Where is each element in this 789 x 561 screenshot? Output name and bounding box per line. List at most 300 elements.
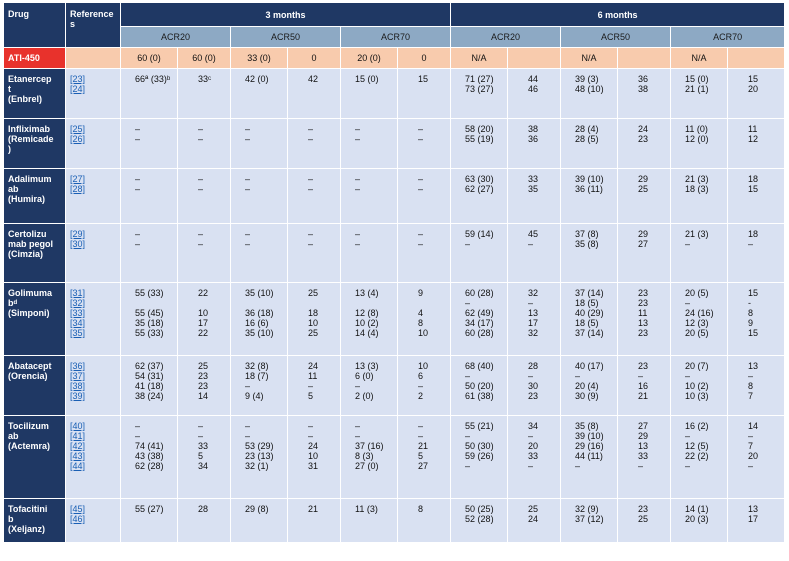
value-cell bbox=[561, 119, 618, 169]
cell-value: – bbox=[528, 371, 534, 381]
value-cell bbox=[341, 119, 398, 169]
cell-value: – bbox=[528, 298, 534, 308]
cell-value: – bbox=[355, 134, 361, 144]
cell-value: – bbox=[355, 421, 361, 431]
cell-value: 50 (30) bbox=[465, 441, 494, 451]
value-cell bbox=[288, 224, 341, 283]
reference-link[interactable]: [41] bbox=[70, 431, 86, 441]
cell-value: 37 (14) bbox=[575, 288, 604, 298]
drug-row bbox=[4, 416, 785, 499]
value-cell bbox=[618, 499, 671, 543]
cell-value: 15 bbox=[748, 184, 759, 194]
cell-value: 35 (8) bbox=[575, 421, 599, 431]
value-cell bbox=[671, 499, 728, 543]
cell-value bbox=[355, 298, 397, 308]
cell-value: – bbox=[748, 431, 754, 441]
value-cell bbox=[288, 283, 341, 356]
cell-value: 35 (10) bbox=[245, 288, 274, 298]
cell-value: 9 bbox=[418, 288, 424, 298]
cell-value: – bbox=[245, 134, 251, 144]
cell-value: 23 (13) bbox=[245, 451, 274, 461]
value-cell bbox=[121, 69, 178, 119]
cell-value: 18 (3) bbox=[685, 184, 709, 194]
cell-value: – bbox=[748, 239, 754, 249]
reference-link[interactable]: [36] bbox=[70, 361, 86, 371]
reference-link[interactable]: [39] bbox=[70, 391, 86, 401]
cell-value: – bbox=[465, 239, 471, 249]
cell-value: 37 (8) bbox=[575, 229, 599, 239]
cell-value: 4 bbox=[418, 308, 424, 318]
value-cell bbox=[728, 119, 785, 169]
cell-value: 32 (8) bbox=[245, 361, 269, 371]
value-cell bbox=[508, 224, 561, 283]
cell-value: 9 (4) bbox=[245, 391, 264, 401]
cell-value: – bbox=[308, 184, 314, 194]
reference-link[interactable]: [44] bbox=[70, 461, 86, 471]
cell-value: – bbox=[308, 421, 314, 431]
cell-value: – bbox=[355, 229, 361, 239]
value-cell bbox=[728, 69, 785, 119]
drug-row bbox=[4, 356, 785, 416]
cell-value: 12 (5) bbox=[685, 441, 709, 451]
cell-value: 22 bbox=[198, 288, 209, 298]
cell-value: 25 bbox=[308, 328, 319, 338]
cell-value: 23 bbox=[638, 361, 649, 371]
cell-value: – bbox=[135, 239, 141, 249]
drug-row bbox=[4, 283, 785, 356]
cell-value: 34 (17) bbox=[465, 318, 494, 328]
cell-value: – bbox=[135, 229, 141, 239]
value-cell bbox=[288, 169, 341, 224]
cell-value: 23 bbox=[638, 298, 649, 308]
reference-link[interactable]: [23] bbox=[70, 74, 86, 84]
value-cell bbox=[288, 356, 341, 416]
cell-value: - bbox=[748, 298, 752, 308]
value-cell bbox=[451, 499, 508, 543]
cell-value: 33 bbox=[638, 451, 649, 461]
cell-value: 35 (8) bbox=[575, 239, 599, 249]
value-cell bbox=[121, 356, 178, 416]
value-cell bbox=[231, 224, 288, 283]
cell-value: 17 bbox=[198, 318, 209, 328]
cell-value: 11 bbox=[748, 124, 758, 134]
cell-value: 42 bbox=[308, 74, 319, 84]
cell-value: – bbox=[308, 381, 314, 391]
cell-value: 46 bbox=[528, 84, 539, 94]
cell-value: 10 (2) bbox=[685, 381, 709, 391]
cell-value: 23 bbox=[638, 134, 649, 144]
reference-link[interactable]: [30] bbox=[70, 239, 86, 249]
cell-value: – bbox=[528, 431, 534, 441]
acr70-3m-header: ACR70 bbox=[341, 27, 451, 48]
cell-value: 45 bbox=[528, 229, 539, 239]
cell-value: 23 bbox=[198, 381, 209, 391]
cell-value: 20 (4) bbox=[575, 381, 599, 391]
cell-value: 20 bbox=[748, 84, 759, 94]
value-cell bbox=[398, 69, 451, 119]
cell-value: 6 (0) bbox=[355, 371, 374, 381]
cell-value: – bbox=[575, 371, 581, 381]
reference-link[interactable]: [32] bbox=[70, 298, 86, 308]
cell-value: 6 bbox=[418, 371, 424, 381]
acr20-3m-header: ACR20 bbox=[121, 27, 231, 48]
reference-link[interactable]: [40] bbox=[70, 421, 86, 431]
cell-value: 7 bbox=[748, 441, 754, 451]
value-cell bbox=[728, 224, 785, 283]
cell-value: 20 (3) bbox=[685, 514, 709, 524]
cell-value: 32 (1) bbox=[245, 461, 269, 471]
value-cell bbox=[398, 169, 451, 224]
cell-value: 12 bbox=[748, 134, 759, 144]
value-cell bbox=[728, 169, 785, 224]
cell-value: – bbox=[308, 134, 314, 144]
cell-value: 24 (16) bbox=[685, 308, 714, 318]
cell-value: 55 (21) bbox=[465, 421, 494, 431]
ati-cell: 33 (0) bbox=[231, 48, 288, 69]
cell-value: – bbox=[135, 174, 141, 184]
reference-link[interactable]: [45] bbox=[70, 504, 86, 514]
reference-link[interactable]: [37] bbox=[70, 371, 86, 381]
cell-value: 60 (28) bbox=[465, 328, 494, 338]
cell-value: – bbox=[245, 381, 251, 391]
value-cell bbox=[178, 224, 231, 283]
cell-value: 5 bbox=[418, 451, 424, 461]
cell-value: 36 (11) bbox=[575, 184, 603, 194]
value-cell bbox=[231, 169, 288, 224]
value-cell bbox=[561, 69, 618, 119]
cell-value: – bbox=[418, 174, 424, 184]
acr50-6m-header: ACR50 bbox=[561, 27, 671, 48]
cell-value: – bbox=[685, 461, 691, 471]
cell-value: 29 bbox=[638, 229, 649, 239]
value-cell bbox=[451, 416, 508, 499]
cell-value: 59 (14) bbox=[465, 229, 494, 239]
value-cell bbox=[231, 283, 288, 356]
drug-references bbox=[66, 169, 121, 224]
reference-link[interactable]: [25] bbox=[70, 124, 86, 134]
cell-value: 20 (5) bbox=[685, 288, 709, 298]
cell-value: 50 (25) bbox=[465, 504, 494, 514]
value-cell bbox=[178, 283, 231, 356]
reference-link[interactable]: [33] bbox=[70, 308, 86, 318]
value-cell bbox=[341, 224, 398, 283]
cell-value: 8 bbox=[748, 308, 754, 318]
cell-value: 18 (7) bbox=[245, 371, 269, 381]
cell-value: – bbox=[308, 239, 314, 249]
value-cell bbox=[341, 169, 398, 224]
cell-value: 71 (27) bbox=[465, 74, 494, 84]
cell-value: – bbox=[135, 431, 141, 441]
cell-value: 21 bbox=[638, 391, 649, 401]
cell-value: – bbox=[245, 229, 251, 239]
cell-value: 24 bbox=[308, 441, 319, 451]
cell-value: 16 (2) bbox=[685, 421, 709, 431]
drug-name: Tofacitini b (Xeljanz) bbox=[4, 499, 66, 543]
drug-row bbox=[4, 119, 785, 169]
cell-value: 2 bbox=[418, 391, 424, 401]
cell-value: 12 (3) bbox=[685, 318, 709, 328]
cell-value: 10 (3) bbox=[685, 391, 709, 401]
cell-value: 37 (16) bbox=[355, 441, 384, 451]
value-cell bbox=[728, 416, 785, 499]
cell-value: 25 bbox=[198, 361, 209, 371]
cell-value: – bbox=[418, 421, 424, 431]
cell-value: – bbox=[355, 239, 361, 249]
cell-value: 10 bbox=[308, 318, 319, 328]
reference-link[interactable]: [28] bbox=[70, 184, 86, 194]
value-cell bbox=[671, 416, 728, 499]
cell-value: 10 bbox=[418, 328, 429, 338]
cell-value: 53 (29) bbox=[245, 441, 274, 451]
cell-value: – bbox=[308, 229, 314, 239]
cell-value: – bbox=[575, 461, 581, 471]
cell-value: 39 (10) bbox=[575, 431, 604, 441]
reference-link[interactable]: [35] bbox=[70, 328, 86, 338]
value-cell bbox=[398, 283, 451, 356]
cell-value: 21 bbox=[418, 441, 429, 451]
cell-value bbox=[198, 298, 230, 308]
cell-value: 8 (3) bbox=[355, 451, 374, 461]
value-cell bbox=[398, 356, 451, 416]
value-cell bbox=[398, 224, 451, 283]
cell-value: 32 bbox=[528, 328, 539, 338]
drug-references bbox=[66, 283, 121, 356]
cell-value: 13 bbox=[748, 361, 759, 371]
cell-value: – bbox=[528, 461, 534, 471]
value-cell bbox=[178, 69, 231, 119]
cell-value: 21 bbox=[308, 504, 319, 514]
cell-value: – bbox=[638, 371, 644, 381]
value-cell bbox=[561, 416, 618, 499]
cell-value: – bbox=[308, 124, 314, 134]
acr50-3m-header: ACR50 bbox=[231, 27, 341, 48]
value-cell bbox=[451, 356, 508, 416]
value-cell bbox=[121, 416, 178, 499]
drug-name: Golimuma bᵈ (Simponi) bbox=[4, 283, 66, 356]
value-cell bbox=[231, 416, 288, 499]
cell-value: 8 bbox=[418, 504, 424, 514]
value-cell bbox=[618, 356, 671, 416]
cell-value: – bbox=[685, 239, 691, 249]
cell-value: 24 bbox=[308, 361, 319, 371]
value-cell bbox=[561, 224, 618, 283]
cell-value: 16 (6) bbox=[245, 318, 269, 328]
cell-value: 17 bbox=[748, 514, 759, 524]
drug-references bbox=[66, 224, 121, 283]
cell-value: 13 (3) bbox=[355, 361, 379, 371]
cell-value: – bbox=[355, 184, 361, 194]
cell-value: – bbox=[198, 124, 204, 134]
cell-value: 15 (0) bbox=[685, 74, 709, 84]
value-cell bbox=[451, 169, 508, 224]
period-6-months-header: 6 months bbox=[451, 3, 785, 27]
cell-value: 25 bbox=[308, 288, 319, 298]
value-cell bbox=[341, 499, 398, 543]
cell-value bbox=[308, 298, 340, 308]
value-cell bbox=[121, 119, 178, 169]
value-cell bbox=[508, 69, 561, 119]
cell-value: 42 (0) bbox=[245, 74, 269, 84]
cell-value: 62 (49) bbox=[465, 308, 494, 318]
cell-value: 5 bbox=[308, 391, 314, 401]
value-cell bbox=[451, 119, 508, 169]
value-cell bbox=[728, 356, 785, 416]
cell-value: 17 bbox=[528, 318, 539, 328]
cell-value: 23 bbox=[638, 328, 649, 338]
value-cell bbox=[231, 119, 288, 169]
references-header: Reference s bbox=[66, 3, 121, 48]
value-cell bbox=[671, 224, 728, 283]
cell-value: 8 bbox=[418, 318, 424, 328]
cell-value: 5 bbox=[198, 451, 204, 461]
cell-value: 12 (8) bbox=[355, 308, 379, 318]
value-cell bbox=[178, 169, 231, 224]
cell-value: – bbox=[245, 174, 251, 184]
cell-value: – bbox=[685, 298, 691, 308]
cell-value: 20 bbox=[528, 441, 539, 451]
value-cell bbox=[671, 356, 728, 416]
value-cell bbox=[398, 416, 451, 499]
reference-link[interactable]: [24] bbox=[70, 84, 86, 94]
cell-value: 11 bbox=[638, 308, 648, 318]
drug-name: Certolizu mab pegol (Cimzia) bbox=[4, 224, 66, 283]
acr20-6m-header: ACR20 bbox=[451, 27, 561, 48]
cell-value: 30 bbox=[528, 381, 539, 391]
cell-value: – bbox=[465, 461, 471, 471]
value-cell bbox=[671, 119, 728, 169]
ati-450-row bbox=[4, 48, 785, 69]
cell-value: 28 (5) bbox=[575, 134, 599, 144]
cell-value: 48 (10) bbox=[575, 84, 604, 94]
reference-link[interactable]: [38] bbox=[70, 381, 86, 391]
cell-value: – bbox=[245, 124, 251, 134]
cell-value: 36 bbox=[638, 74, 649, 84]
cell-value: 13 bbox=[638, 318, 649, 328]
value-cell bbox=[508, 499, 561, 543]
cell-value: 62 (28) bbox=[135, 461, 164, 471]
value-cell bbox=[178, 119, 231, 169]
cell-value: 20 (7) bbox=[685, 361, 709, 371]
cell-value: – bbox=[245, 239, 251, 249]
cell-value: 33ᶜ bbox=[198, 74, 212, 84]
cell-value: 32 (9) bbox=[575, 504, 599, 514]
cell-value: 55 (33) bbox=[135, 328, 164, 338]
reference-link[interactable]: [27] bbox=[70, 174, 86, 184]
cell-value: 59 (26) bbox=[465, 451, 494, 461]
cell-value: 38 bbox=[638, 84, 649, 94]
cell-value: 11 (0) bbox=[685, 124, 708, 134]
ati-cell bbox=[728, 48, 785, 69]
cell-value: 18 bbox=[748, 229, 759, 239]
cell-value: 41 (18) bbox=[135, 381, 164, 391]
reference-link[interactable]: [42] bbox=[70, 441, 86, 451]
cell-value: 35 bbox=[528, 184, 539, 194]
ati-cell: 0 bbox=[288, 48, 341, 69]
cell-value: – bbox=[198, 134, 204, 144]
cell-value: – bbox=[198, 184, 204, 194]
cell-value: 66ª (33)ᵇ bbox=[135, 74, 171, 84]
value-cell bbox=[618, 69, 671, 119]
cell-value: 22 bbox=[198, 328, 209, 338]
cell-value: 8 bbox=[748, 381, 754, 391]
cell-value: – bbox=[355, 174, 361, 184]
cell-value: 55 (27) bbox=[135, 504, 164, 514]
reference-link[interactable]: [46] bbox=[70, 514, 86, 524]
cell-value: 13 bbox=[638, 441, 649, 451]
reference-link[interactable]: [34] bbox=[70, 318, 86, 328]
cell-value: 16 bbox=[638, 381, 649, 391]
drug-name: Tocilizum ab (Actemra) bbox=[4, 416, 66, 499]
value-cell bbox=[121, 283, 178, 356]
value-cell bbox=[178, 356, 231, 416]
cell-value: 21 (3) bbox=[685, 229, 709, 239]
cell-value: – bbox=[245, 431, 251, 441]
cell-value: 23 bbox=[528, 391, 539, 401]
ati-cell: N/A bbox=[671, 48, 728, 69]
acr-response-table bbox=[3, 2, 785, 543]
reference-link[interactable]: [29] bbox=[70, 229, 86, 239]
ati-cell: 20 (0) bbox=[341, 48, 398, 69]
value-cell bbox=[671, 169, 728, 224]
cell-value: 60 (28) bbox=[465, 288, 494, 298]
cell-value: 55 (19) bbox=[465, 134, 494, 144]
cell-value: 28 bbox=[528, 361, 539, 371]
cell-value: 27 bbox=[638, 239, 649, 249]
cell-value: 68 (40) bbox=[465, 361, 494, 371]
cell-value: – bbox=[748, 371, 754, 381]
value-cell bbox=[121, 169, 178, 224]
drug-header: Drug bbox=[4, 3, 66, 48]
cell-value: 25 bbox=[528, 504, 539, 514]
cell-value: 13 bbox=[748, 504, 759, 514]
value-cell bbox=[231, 499, 288, 543]
cell-value: 63 (30) bbox=[465, 174, 494, 184]
cell-value: 54 (31) bbox=[135, 371, 164, 381]
cell-value: 13 bbox=[528, 308, 539, 318]
cell-value: – bbox=[198, 174, 204, 184]
value-cell bbox=[561, 499, 618, 543]
cell-value bbox=[418, 298, 450, 308]
drug-references bbox=[66, 119, 121, 169]
value-cell bbox=[728, 499, 785, 543]
cell-value: 61 (38) bbox=[465, 391, 494, 401]
cell-value: 34 bbox=[198, 461, 209, 471]
reference-link[interactable]: [26] bbox=[70, 134, 86, 144]
cell-value: 23 bbox=[638, 504, 649, 514]
cell-value: 21 (3) bbox=[685, 174, 709, 184]
cell-value: 24 bbox=[638, 124, 649, 134]
cell-value: 29 bbox=[638, 174, 649, 184]
cell-value: 10 (2) bbox=[355, 318, 379, 328]
cell-value: 10 bbox=[308, 451, 319, 461]
cell-value: 15 bbox=[418, 74, 429, 84]
cell-value: 2 (0) bbox=[355, 391, 374, 401]
cell-value: 37 (12) bbox=[575, 514, 604, 524]
value-cell bbox=[671, 283, 728, 356]
reference-link[interactable]: [43] bbox=[70, 451, 86, 461]
cell-value: 9 bbox=[748, 318, 754, 328]
cell-value: 73 (27) bbox=[465, 84, 494, 94]
cell-value: – bbox=[418, 431, 424, 441]
value-cell bbox=[341, 69, 398, 119]
cell-value: – bbox=[198, 239, 204, 249]
cell-value: – bbox=[685, 371, 691, 381]
value-cell bbox=[508, 356, 561, 416]
cell-value: 21 (1) bbox=[685, 84, 709, 94]
reference-link[interactable]: [31] bbox=[70, 288, 86, 298]
value-cell bbox=[618, 224, 671, 283]
cell-value: – bbox=[355, 431, 361, 441]
